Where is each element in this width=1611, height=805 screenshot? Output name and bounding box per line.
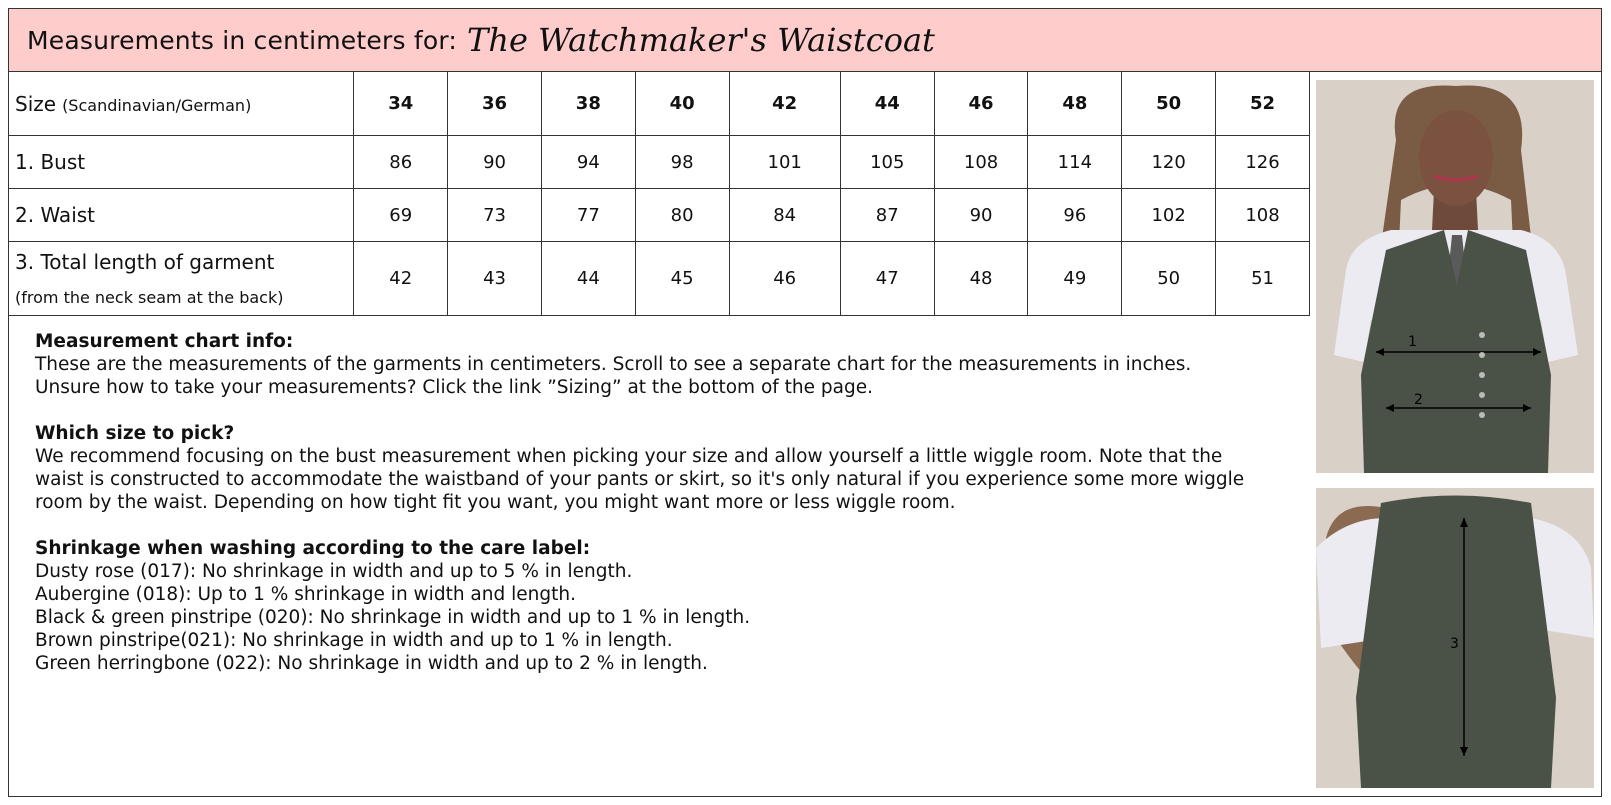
- length-cell: 42: [354, 242, 448, 316]
- length-cell: 44: [541, 242, 635, 316]
- size-chart-table: [8, 71, 1310, 316]
- product-title: The Watchmaker's Waistcoat: [466, 21, 935, 59]
- bust-cell: 120: [1122, 136, 1216, 189]
- size-row-header: [9, 72, 354, 136]
- length-cell: 43: [448, 242, 542, 316]
- waist-cell: 80: [635, 189, 729, 242]
- size-cell: 50: [1122, 72, 1216, 136]
- front-marker-2: 2: [1414, 392, 1423, 408]
- shrinkage-item: Dusty rose (017): No shrinkage in width and up to 5 % in length.: [35, 561, 633, 582]
- page-header: [8, 8, 1602, 72]
- shrinkage-item: Black & green pinstripe (020): No shrinkage in width and up to 1 % in length.: [35, 607, 751, 628]
- measurement-info: [35, 330, 1245, 698]
- length-row: [9, 242, 1310, 316]
- length-cell: 45: [635, 242, 729, 316]
- bust-cell: 86: [354, 136, 448, 189]
- bust-cell: 101: [729, 136, 840, 189]
- waist-cell: 77: [541, 189, 635, 242]
- length-label: 3. Total length of garment: [15, 250, 275, 274]
- bust-cell: 105: [840, 136, 934, 189]
- header-lead: Measurements in centimeters for:: [27, 25, 457, 55]
- length-cell: 46: [729, 242, 840, 316]
- size-label: Size: [15, 91, 57, 116]
- waist-cell: 69: [354, 189, 448, 242]
- shrinkage-item: Green herringbone (022): No shrinkage in width and up to 2 % in length.: [35, 653, 708, 674]
- chart-info-title: Measurement chart info:: [35, 331, 294, 352]
- shrinkage-title: Shrinkage when washing according to the care label:: [35, 538, 591, 559]
- waist-row: [9, 189, 1310, 242]
- length-cell: 47: [840, 242, 934, 316]
- back-model-photo: [1316, 488, 1594, 788]
- size-cell: 38: [541, 72, 635, 136]
- which-size-text: We recommend focusing on the bust measurement when picking your size and allow yourself a little wiggle room. Note that the waist is constructed to accommodate the waistband of your pants or skirt, so it's only natural if you experience some more wiggle room by the waist. Depending on how tight fit you want, you might want more or less wiggle room.: [35, 446, 1245, 513]
- chart-info-section: [35, 330, 1245, 399]
- waist-cell: 108: [1216, 189, 1310, 242]
- length-sublabel: (from the neck seam at the back): [15, 288, 284, 307]
- size-cell: 52: [1216, 72, 1310, 136]
- length-row-header: [9, 242, 354, 316]
- bust-row: [9, 136, 1310, 189]
- bust-cell: 94: [541, 136, 635, 189]
- size-cell: 40: [635, 72, 729, 136]
- front-model-photo: [1316, 80, 1594, 473]
- length-cell: 48: [934, 242, 1028, 316]
- size-cell: 48: [1028, 72, 1122, 136]
- length-cell: 49: [1028, 242, 1122, 316]
- length-cell: 50: [1122, 242, 1216, 316]
- size-cell: 46: [934, 72, 1028, 136]
- front-model-illustration: [1316, 80, 1594, 473]
- bust-cell: 90: [448, 136, 542, 189]
- bust-cell: 108: [934, 136, 1028, 189]
- size-cell: 36: [448, 72, 542, 136]
- front-marker-1: 1: [1408, 334, 1417, 350]
- size-row: [9, 72, 1310, 136]
- shrinkage-section: [35, 537, 1245, 675]
- size-cell: 34: [354, 72, 448, 136]
- bust-cell: 114: [1028, 136, 1122, 189]
- which-size-section: [35, 422, 1245, 514]
- waist-cell: 102: [1122, 189, 1216, 242]
- bust-cell: 126: [1216, 136, 1310, 189]
- back-model-illustration: [1316, 488, 1594, 788]
- bust-label: 1. Bust: [9, 136, 354, 189]
- bust-cell: 98: [635, 136, 729, 189]
- which-size-title: Which size to pick?: [35, 423, 235, 444]
- waist-cell: 90: [934, 189, 1028, 242]
- waist-label: 2. Waist: [9, 189, 354, 242]
- waist-cell: 87: [840, 189, 934, 242]
- length-cell: 51: [1216, 242, 1310, 316]
- waist-cell: 84: [729, 189, 840, 242]
- chart-info-text: These are the measurements of the garments in centimeters. Scroll to see a separate chart for the measurements in inches. Unsure how to take your measurements? Click the link ”Sizing” at the bottom of the page.: [35, 354, 1192, 398]
- back-marker-3: 3: [1450, 636, 1459, 652]
- shrinkage-item: Aubergine (018): Up to 1 % shrinkage in width and length.: [35, 584, 576, 605]
- size-sublabel: (Scandinavian/German): [62, 95, 252, 115]
- size-cell: 42: [729, 72, 840, 136]
- waist-cell: 73: [448, 189, 542, 242]
- shrinkage-item: Brown pinstripe(021): No shrinkage in width and up to 1 % in length.: [35, 630, 673, 651]
- size-cell: 44: [840, 72, 934, 136]
- waist-cell: 96: [1028, 189, 1122, 242]
